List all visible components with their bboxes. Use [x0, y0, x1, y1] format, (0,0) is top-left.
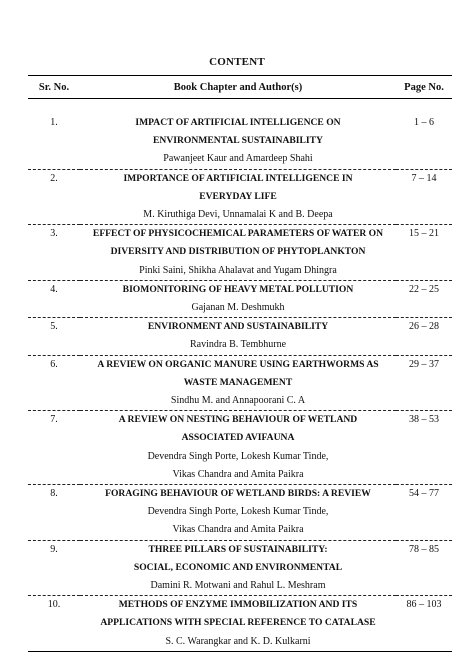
column-header-number: Sr. No.: [28, 76, 80, 99]
entry-chapter-cell: [80, 596, 396, 652]
table-row: [28, 318, 452, 355]
chapter-authors-line: Devendra Singh Porte, Lokesh Kumar Tinde,: [147, 506, 329, 518]
chapter-title-line: BIOMONITORING OF HEAVY METAL POLLUTION: [122, 283, 354, 295]
entry-chapter-cell: [80, 225, 396, 281]
entry-page-cell: [396, 169, 452, 225]
entry-page-cell: [396, 355, 452, 411]
contents-table: [28, 75, 452, 652]
entry-number: 10.: [47, 599, 61, 611]
entry-chapter-cell: [80, 540, 396, 596]
entry-pages: 15 – 21: [409, 228, 439, 240]
table-row: [28, 540, 452, 596]
chapter-authors-line: Damini R. Motwani and Rahul L. Meshram: [150, 580, 326, 592]
entry-number-cell: [28, 485, 80, 541]
entry-number: 4.: [50, 283, 58, 295]
entry-number-cell: [28, 280, 80, 317]
chapter-authors-line: Ravindra B. Tembhurne: [189, 339, 287, 351]
spacer-row: [28, 99, 452, 115]
entry-page-cell: [396, 485, 452, 541]
entry-pages: 78 – 85: [409, 543, 439, 555]
entry-page-cell: [396, 540, 452, 596]
table-row: [28, 485, 452, 541]
table-row: [28, 169, 452, 225]
entry-pages: 7 – 14: [411, 172, 437, 184]
entry-pages: 26 – 28: [409, 321, 439, 333]
table-row: [28, 596, 452, 652]
header-row: [28, 76, 452, 99]
entry-number-cell: [28, 411, 80, 485]
entry-pages: 29 – 37: [409, 358, 439, 370]
chapter-title-line: IMPACT OF ARTIFICIAL INTELLIGENCE ON: [135, 117, 341, 128]
entry-number: 5.: [50, 321, 58, 333]
chapter-authors-line: Sindhu M. and Annapoorani C. A: [170, 395, 306, 407]
chapter-title-line: ENVIRONMENT AND SUSTAINABILITY: [147, 321, 329, 333]
entry-number: 1.: [50, 117, 58, 128]
entry-pages: 38 – 53: [409, 414, 439, 426]
entry-number-cell: [28, 355, 80, 411]
column-header-chapter: Book Chapter and Author(s): [80, 76, 396, 99]
entry-page-cell: [396, 225, 452, 281]
chapter-title-line: A REVIEW ON NESTING BEHAVIOUR OF WETLAND: [118, 414, 358, 426]
entry-page-cell: [396, 318, 452, 355]
table-row: [28, 411, 452, 485]
entry-number-cell: [28, 596, 80, 652]
entry-number: 3.: [50, 228, 58, 240]
chapter-authors-line: Pinki Saini, Shikha Ahalavat and Yugam Dhingra: [139, 264, 337, 276]
chapter-authors-line: Pawanjeet Kaur and Amardeep Shahi: [163, 153, 313, 165]
chapter-title-line: SOCIAL, ECONOMIC AND ENVIRONMENTAL: [133, 561, 343, 573]
chapter-title-line: APPLICATIONS WITH SPECIAL REFERENCE TO CATALASE: [100, 617, 376, 629]
entry-chapter-cell: [80, 318, 396, 355]
table-header: [28, 76, 452, 99]
entry-number: 7.: [50, 414, 58, 426]
entry-page-cell: [396, 280, 452, 317]
chapter-title-line: IMPORTANCE OF ARTIFICIAL INTELLIGENCE IN: [123, 172, 353, 184]
entry-chapter-cell: [80, 169, 396, 225]
chapter-title-line: EVERYDAY LIFE: [199, 190, 277, 202]
entry-page-cell: [396, 114, 452, 169]
entry-number-cell: [28, 169, 80, 225]
entry-number: 2.: [50, 172, 58, 184]
table-row: [28, 225, 452, 281]
entry-chapter-cell: [80, 355, 396, 411]
entry-pages: 54 – 77: [409, 488, 439, 500]
entry-page-cell: [396, 596, 452, 652]
chapter-authors-line: Devendra Singh Porte, Lokesh Kumar Tinde,: [147, 450, 329, 462]
table-row: [28, 355, 452, 411]
page-title: CONTENT: [209, 56, 265, 68]
entry-chapter-cell: [80, 114, 396, 169]
entry-chapter-cell: [80, 411, 396, 485]
chapter-title-line: METHODS OF ENZYME IMMOBILIZATION AND ITS: [118, 599, 358, 611]
chapter-title-line: FORAGING BEHAVIOUR OF WETLAND BIRDS: A REVIEW: [105, 488, 371, 500]
chapter-title-line: ENVIRONMENTAL SUSTAINABILITY: [153, 135, 323, 147]
entry-number: 8.: [50, 488, 58, 500]
column-header-page: Page No.: [396, 76, 452, 99]
entry-pages: 22 – 25: [409, 283, 439, 295]
chapter-title-line: DIVERSITY AND DISTRIBUTION OF PHYTOPLANKTON: [110, 246, 366, 258]
entry-number-cell: [28, 114, 80, 169]
entry-pages: 1 – 6: [414, 117, 434, 128]
table-row: [28, 114, 452, 169]
entry-page-cell: [396, 411, 452, 485]
entry-number-cell: [28, 540, 80, 596]
entry-number: 9.: [50, 543, 58, 555]
table-row: [28, 280, 452, 317]
chapter-title-line: A REVIEW ON ORGANIC MANURE USING EARTHWORMS AS: [97, 358, 379, 370]
entry-chapter-cell: [80, 280, 396, 317]
chapter-title-line: EFFECT OF PHYSICOCHEMICAL PARAMETERS OF WATER ON: [92, 228, 384, 240]
chapter-authors-line: Gajanan M. Deshmukh: [191, 302, 285, 314]
chapter-title-line: ASSOCIATED AVIFAUNA: [181, 432, 295, 444]
chapter-authors-line: M. Kiruthiga Devi, Unnamalai K and B. Deepa: [143, 209, 333, 221]
entry-pages: 86 – 103: [406, 599, 442, 611]
chapter-title-line: WASTE MANAGEMENT: [183, 376, 293, 388]
entry-number-cell: [28, 225, 80, 281]
entry-number: 6.: [50, 358, 58, 370]
chapter-authors-line: Vikas Chandra and Amita Paikra: [172, 524, 304, 536]
entry-chapter-cell: [80, 485, 396, 541]
chapter-authors-line: S. C. Warangkar and K. D. Kulkarni: [165, 635, 311, 647]
chapter-authors-line: Vikas Chandra and Amita Paikra: [172, 468, 304, 480]
table-body: [28, 99, 452, 652]
entry-number-cell: [28, 318, 80, 355]
chapter-title-line: THREE PILLARS OF SUSTAINABILITY:: [148, 543, 328, 555]
